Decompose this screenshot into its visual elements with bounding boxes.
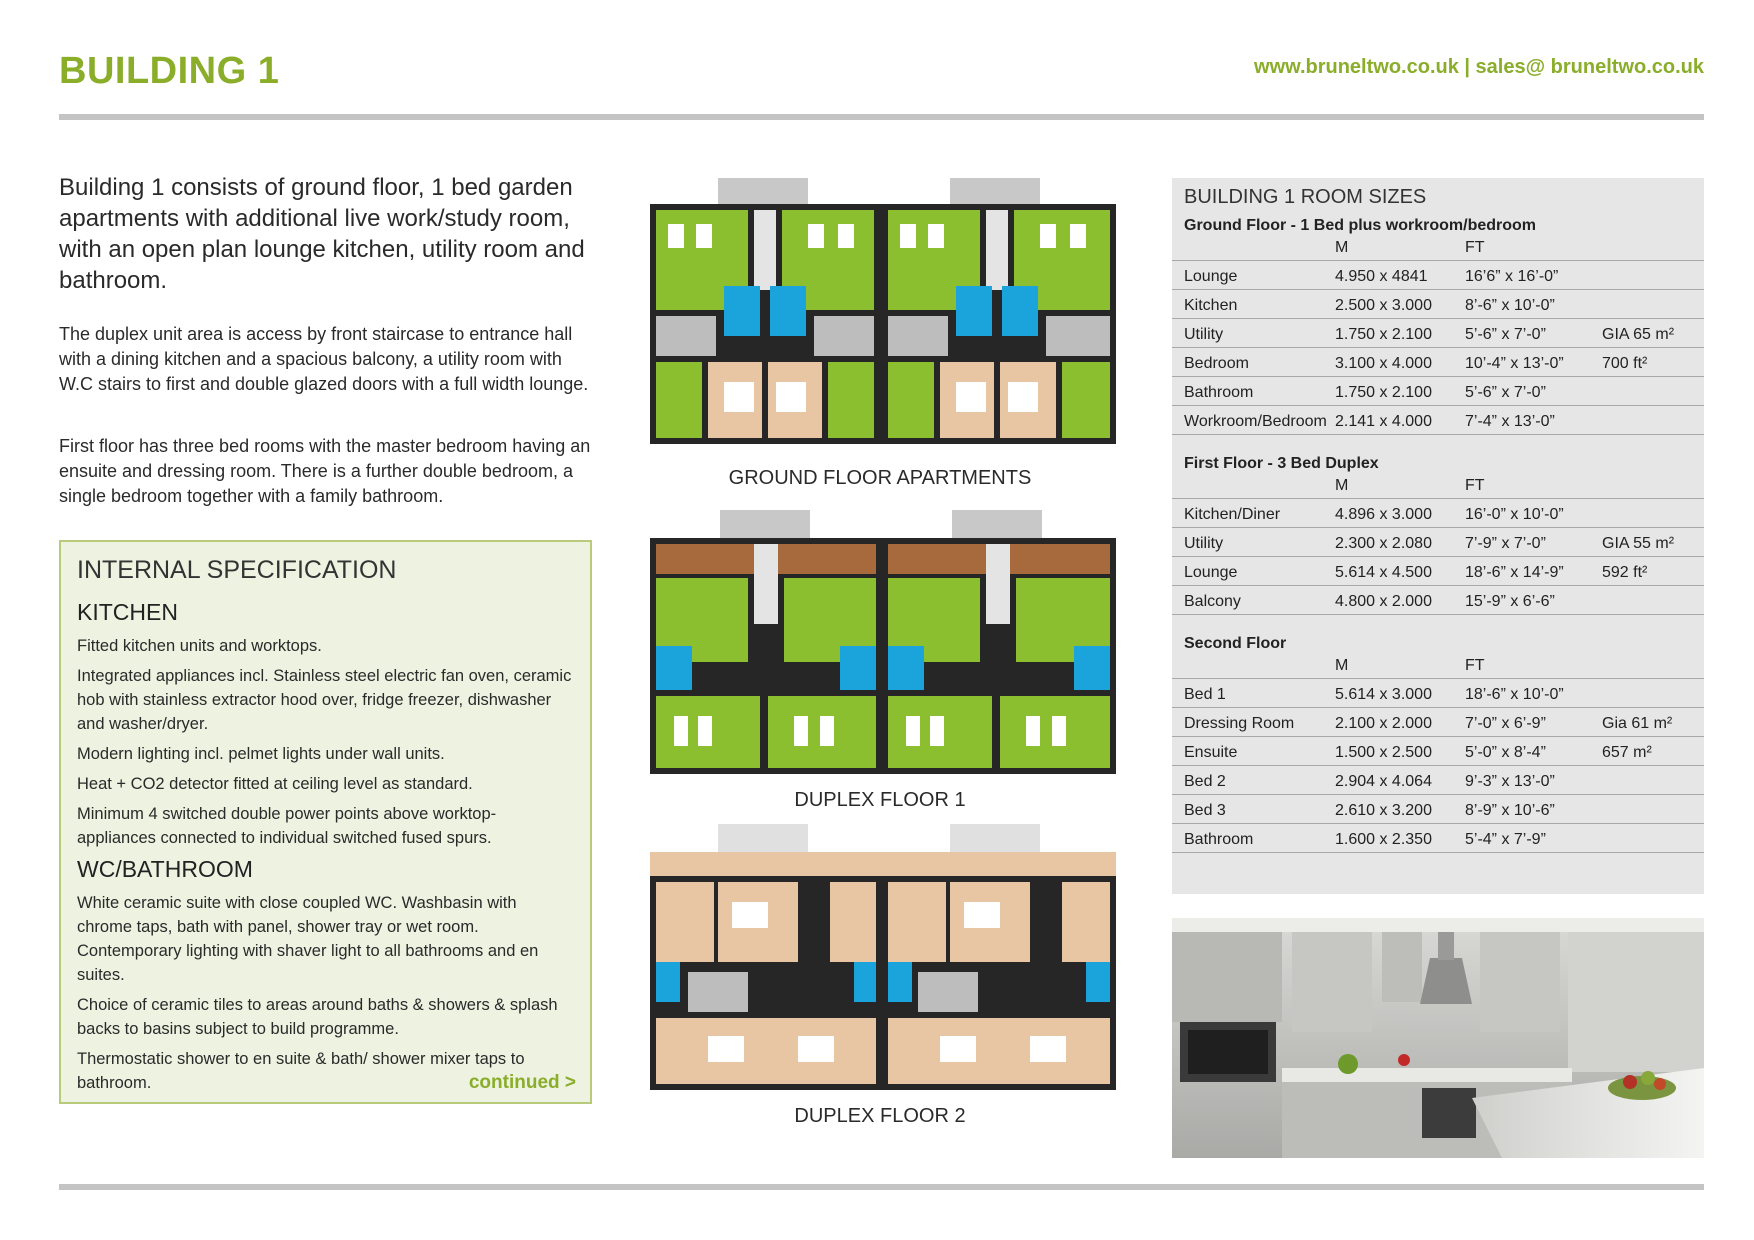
size-m: 3.100 x 4.000 bbox=[1335, 355, 1432, 372]
bathroom-item: Thermostatic shower to en suite & bath/ shower mixer taps to bathroom. bbox=[77, 1050, 525, 1092]
spec-title: INTERNAL SPECIFICATION bbox=[77, 556, 397, 584]
kitchen-item: Integrated appliances incl. Stainless steel electric fan oven, ceramic hob with stainless extractor hood over, fridge freezer, dishwasher and washer/dryer. bbox=[77, 667, 572, 733]
room-name: Utility bbox=[1184, 535, 1224, 552]
room-name: Bathroom bbox=[1184, 384, 1254, 401]
duplex-floor-2-plan bbox=[648, 822, 1118, 1094]
table-row bbox=[1172, 406, 1704, 435]
size-extra: 592 ft² bbox=[1602, 564, 1648, 581]
kitchen-item: Fitted kitchen units and worktops. bbox=[77, 637, 322, 655]
kitchen-photo bbox=[1172, 918, 1704, 1158]
room-name: Dressing Room bbox=[1184, 715, 1295, 732]
page-title: BUILDING 1 bbox=[59, 50, 280, 92]
table-row bbox=[1172, 586, 1704, 615]
table-row bbox=[1172, 557, 1704, 586]
size-m: 2.904 x 4.064 bbox=[1335, 773, 1432, 790]
room-name: Lounge bbox=[1184, 268, 1238, 285]
room-name: Balcony bbox=[1184, 593, 1241, 610]
table-row bbox=[1172, 261, 1704, 290]
room-name: Bed 2 bbox=[1184, 773, 1226, 790]
size-m: 4.800 x 2.000 bbox=[1335, 593, 1432, 610]
room-name: Bathroom bbox=[1184, 831, 1254, 848]
size-m: 5.614 x 4.500 bbox=[1335, 564, 1432, 581]
size-extra: GIA 65 m² bbox=[1602, 326, 1675, 343]
top-divider bbox=[59, 114, 1704, 120]
size-m: 2.100 x 2.000 bbox=[1335, 715, 1432, 732]
room-name: Lounge bbox=[1184, 564, 1238, 581]
size-m: 2.300 x 2.080 bbox=[1335, 535, 1432, 552]
bathroom-item: Choice of ceramic tiles to areas around baths & showers & splash backs to basins subject to build programme. bbox=[77, 996, 558, 1038]
room-name: Bedroom bbox=[1184, 355, 1249, 372]
size-m: 1.750 x 2.100 bbox=[1335, 326, 1432, 343]
table-row bbox=[1172, 377, 1704, 406]
size-m: 1.500 x 2.500 bbox=[1335, 744, 1432, 761]
size-m: 4.950 x 4841 bbox=[1335, 268, 1428, 285]
section-title: Ground Floor - 1 Bed plus workroom/bedroom bbox=[1184, 217, 1537, 234]
duplex-floor-1-plan bbox=[648, 508, 1118, 778]
column-header-row bbox=[1172, 653, 1704, 679]
contact-info[interactable]: www.bruneltwo.co.uk | sales@ bruneltwo.co.uk bbox=[1254, 56, 1704, 78]
room-name: Utility bbox=[1184, 326, 1224, 343]
table-row bbox=[1172, 824, 1704, 853]
column-header-ft: FT bbox=[1465, 239, 1485, 256]
duplex-floor-2-caption: DUPLEX FLOOR 2 bbox=[794, 1105, 966, 1127]
size-ft: 7’-0” x 6’-9” bbox=[1465, 715, 1546, 732]
size-ft: 5’-6” x 7’-0” bbox=[1465, 326, 1546, 343]
table-row bbox=[1172, 290, 1704, 319]
bottom-divider bbox=[59, 1184, 1704, 1190]
column-header-ft: FT bbox=[1465, 477, 1485, 494]
size-m: 2.500 x 3.000 bbox=[1335, 297, 1432, 314]
description-paragraph: First floor has three bed rooms with the master bedroom having an ensuite and dressing room. There is a further double bedroom, a single bedroom together with a family bathroom. bbox=[59, 436, 591, 506]
size-m: 1.750 x 2.100 bbox=[1335, 384, 1432, 401]
room-name: Ensuite bbox=[1184, 744, 1238, 761]
size-ft: 16’-0” x 10’-0” bbox=[1465, 506, 1564, 523]
column-header-m: M bbox=[1335, 477, 1349, 494]
room-name: Bed 1 bbox=[1184, 686, 1226, 703]
column-header-m: M bbox=[1335, 239, 1349, 256]
table-row bbox=[1172, 766, 1704, 795]
size-ft: 8’-6” x 10’-0” bbox=[1465, 297, 1555, 314]
kitchen-item: Heat + CO2 detector fitted at ceiling level as standard. bbox=[77, 775, 473, 793]
section-title: Second Floor bbox=[1184, 635, 1287, 652]
size-ft: 16’6” x 16’-0” bbox=[1465, 268, 1559, 285]
duplex-floor-1-caption: DUPLEX FLOOR 1 bbox=[794, 789, 966, 811]
table-row bbox=[1172, 795, 1704, 824]
column-header-m: M bbox=[1335, 657, 1349, 674]
table-row bbox=[1172, 708, 1704, 737]
continued-link[interactable]: continued > bbox=[468, 1072, 576, 1093]
table-row bbox=[1172, 737, 1704, 766]
size-extra: Gia 61 m² bbox=[1602, 715, 1673, 732]
column-header-row bbox=[1172, 235, 1704, 261]
intro-text: Building 1 consists of ground floor, 1 bed garden apartments with additional live work/study room, with an open plan lounge kitchen, utility room and bathroom. bbox=[59, 174, 585, 294]
column-header-row bbox=[1172, 473, 1704, 499]
table-row bbox=[1172, 679, 1704, 708]
kitchen-heading: KITCHEN bbox=[77, 599, 178, 625]
size-m: 4.896 x 3.000 bbox=[1335, 506, 1432, 523]
size-ft: 7’-4” x 13’-0” bbox=[1465, 413, 1555, 430]
size-ft: 10’-4” x 13’-0” bbox=[1465, 355, 1564, 372]
size-m: 2.141 x 4.000 bbox=[1335, 413, 1432, 430]
size-ft: 7’-9” x 7’-0” bbox=[1465, 535, 1546, 552]
size-extra: 657 m² bbox=[1602, 744, 1652, 761]
ground-floor-plan bbox=[648, 176, 1118, 464]
size-ft: 18’-6” x 14’-9” bbox=[1465, 564, 1564, 581]
room-name: Kitchen/Diner bbox=[1184, 506, 1281, 523]
internal-specification-box bbox=[59, 540, 592, 1104]
table-row bbox=[1172, 348, 1704, 377]
size-m: 5.614 x 3.000 bbox=[1335, 686, 1432, 703]
bathroom-heading: WC/BATHROOM bbox=[77, 856, 253, 882]
table-row bbox=[1172, 528, 1704, 557]
size-m: 2.610 x 3.200 bbox=[1335, 802, 1432, 819]
room-sizes-table bbox=[1172, 178, 1704, 894]
room-name: Kitchen bbox=[1184, 297, 1238, 314]
section-title: First Floor - 3 Bed Duplex bbox=[1184, 455, 1379, 472]
size-ft: 15’-9” x 6’-6” bbox=[1465, 593, 1555, 610]
size-ft: 9’-3” x 13’-0” bbox=[1465, 773, 1555, 790]
size-ft: 18’-6” x 10’-0” bbox=[1465, 686, 1564, 703]
room-name: Bed 3 bbox=[1184, 802, 1226, 819]
size-extra: 700 ft² bbox=[1602, 355, 1648, 372]
room-name: Workroom/Bedroom bbox=[1184, 413, 1327, 430]
description-paragraph: The duplex unit area is access by front staircase to entrance hall with a dining kitchen and a spacious balcony, a utility room with W.C stairs to first and double glazed doors with a full width lounge. bbox=[59, 324, 589, 394]
ground-floor-caption: GROUND FLOOR APARTMENTS bbox=[728, 467, 1032, 489]
size-ft: 5’-0” x 8’-4” bbox=[1465, 744, 1546, 761]
size-ft: 8’-9” x 10’-6” bbox=[1465, 802, 1555, 819]
size-m: 1.600 x 2.350 bbox=[1335, 831, 1432, 848]
table-row bbox=[1172, 499, 1704, 528]
room-sizes-title: BUILDING 1 ROOM SIZES bbox=[1184, 186, 1427, 208]
size-extra: GIA 55 m² bbox=[1602, 535, 1675, 552]
column-header-ft: FT bbox=[1465, 657, 1485, 674]
size-ft: 5’-4” x 7’-9” bbox=[1465, 831, 1546, 848]
table-row bbox=[1172, 319, 1704, 348]
kitchen-item: Modern lighting incl. pelmet lights under wall units. bbox=[77, 745, 445, 763]
size-ft: 5’-6” x 7’-0” bbox=[1465, 384, 1546, 401]
bathroom-item: White ceramic suite with close coupled WC. Washbasin with chrome taps, bath with panel, shower tray or wet room. Contemporary lighting with shaver light to all bathrooms and en suites. bbox=[77, 894, 539, 984]
kitchen-item: Minimum 4 switched double power points above worktop-appliances connected to individual switched fused spurs. bbox=[77, 805, 497, 847]
